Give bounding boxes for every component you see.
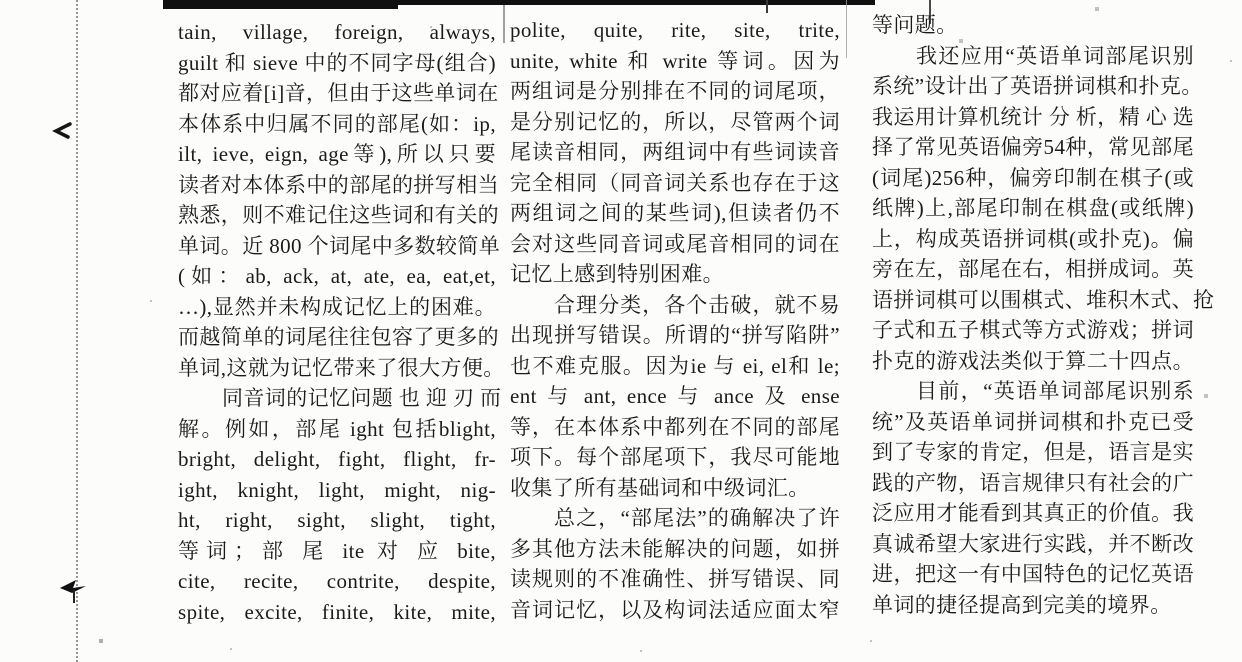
text-line: 单词。近 800 个词尾中多数较简单 xyxy=(178,233,501,258)
text-line: 两组词之间的某些词),但读者仍不 xyxy=(510,201,840,225)
text-line: 等，在本体系中都列在不同的部尾 xyxy=(510,414,840,439)
text-column-middle xyxy=(510,15,840,625)
text-line: 而越简单的词尾往往包容了更多的 xyxy=(178,325,499,349)
text-line: cite, recite, contrite, despite, xyxy=(178,569,496,593)
text-line: (如：ab, ack, at, ate, ea, eat,et, xyxy=(178,264,496,288)
text-line: 践的产物，语言规律只有社会的广 xyxy=(872,470,1194,495)
text-line: 音词记忆，以及构词法适应面太窄 xyxy=(510,597,840,622)
text-line: 语拼词棋可以围棋式、堆积木式、抢 xyxy=(872,287,1215,312)
text-line: ht, right, sight, slight, tight, xyxy=(178,508,496,532)
text-line: 真诚希望大家进行实践，并不断改 xyxy=(872,531,1194,556)
scan-crease xyxy=(503,5,505,43)
text-line: (词尾)256种，偏旁印制在棋子(或 xyxy=(872,165,1194,190)
edge-tick xyxy=(766,0,768,13)
text-line: ent 与 ant, ence 与 ance 及 ense xyxy=(510,384,840,408)
text-line: 扑克的游戏法类似于算二十四点。 xyxy=(872,348,1194,373)
text-line: 合理分类，各个击破，就不易 xyxy=(554,292,840,317)
text-line: 完全相同（同音词关系也存在于这 xyxy=(510,170,840,195)
text-line: …),显然并未构成记忆上的困难。 xyxy=(178,294,496,319)
text-line: 旁在左，部尾在右，相拼成词。英 xyxy=(872,257,1194,281)
text-line: bright, delight, fight, flight, fr- xyxy=(178,447,496,471)
text-line: 单词,这就为记忆带来了很大方便。 xyxy=(178,355,505,380)
text-line: 都对应着[i]音，但由于这些单词在 xyxy=(178,81,499,105)
text-line: ight, knight, light, might, nig- xyxy=(178,477,496,502)
text-line: 纸牌)上,部尾印制在棋盘(或纸牌) xyxy=(872,196,1194,220)
text-line: 目前，“英语单词部尾识别系 xyxy=(916,379,1194,403)
text-line: spite, excite, finite, kite, mite, xyxy=(178,599,496,624)
text-line: tain, village, foreign, always, xyxy=(178,20,496,44)
scan-noise-specks xyxy=(0,0,2,2)
text-line: 系统”设计出了英语拼词棋和扑克。 xyxy=(872,74,1203,98)
text-line: 多其他方法未能解决的问题，如拼 xyxy=(510,536,840,561)
text-line: 进，把这一有中国特色的记忆英语 xyxy=(872,562,1194,586)
text-line: 等词；部 尾 ite 对 应 bite, xyxy=(178,538,496,563)
top-rule-thick-end xyxy=(163,0,398,9)
text-line: 择了常见英语偏旁54种，常见部尾 xyxy=(872,135,1194,159)
text-line: ilt, ieve, eign, age等),所以只要 xyxy=(178,142,496,166)
text-line: 总之，“部尾法”的确解决了许 xyxy=(554,506,840,530)
text-line: 项下。每个部尾项下，我尽可能地 xyxy=(510,445,840,469)
text-line: 读规则的不准确性、拼写错误、同 xyxy=(510,567,840,591)
text-line: 上，构成英语拼词棋(或扑克)。偏 xyxy=(872,226,1194,251)
text-column-right xyxy=(872,10,1215,620)
check-squiggle-ink-mark xyxy=(48,122,74,142)
text-line: polite, quite, rite, site, trite, xyxy=(510,18,840,42)
text-column-left xyxy=(178,17,505,627)
left-arrow-ink-mark xyxy=(56,576,92,604)
text-line: 同音词的记忆问题 也 迎 刃 而 xyxy=(222,386,502,410)
text-line: 记忆上感到特别困难。 xyxy=(510,262,724,286)
text-line: 读者对本体系中的部尾的拼写相当 xyxy=(178,172,499,197)
text-line: 会对这些同音词或尾音相同的词在 xyxy=(510,231,840,256)
text-line: 出现拼写错误。所谓的“拼写陷阱” xyxy=(510,323,840,347)
text-line: 统”及英语单词拼词棋和扑克已受 xyxy=(872,409,1194,434)
text-line: 到了专家的肯定，但是，语言是实 xyxy=(872,440,1194,464)
text-line: unite, white 和 write 等词。因为 xyxy=(510,48,840,73)
text-line: 等问题。 xyxy=(872,13,958,37)
text-line: guilt 和 sieve 中的不同字母(组合) xyxy=(178,50,496,75)
text-line: 我还应用“英语单词部尾识别 xyxy=(916,43,1194,68)
text-line: 两组词是分别排在不同的词尾项， xyxy=(510,79,840,103)
text-line: 熟悉，则不难记住这些词和有关的 xyxy=(178,203,499,227)
binding-fold-line xyxy=(76,0,78,662)
scan-crease xyxy=(846,0,847,58)
text-line: 尾读音相同，两组词中有些词读音 xyxy=(510,140,840,164)
text-line: 解。例如，部尾 ight 包括blight, xyxy=(178,416,496,441)
text-line: 也不难克服。因为ie 与 ei, el和 le; xyxy=(510,353,840,378)
text-line: 收集了所有基础词和中级词汇。 xyxy=(510,475,810,500)
text-line: 单词的捷径提高到完美的境界。 xyxy=(872,592,1172,617)
text-line: 本体系中归属不同的部尾(如：ip, xyxy=(178,111,496,136)
text-line: 子式和五子棋式等方式游戏；拼词 xyxy=(872,318,1194,342)
text-line: 泛应用才能看到其真正的价值。我 xyxy=(872,501,1194,525)
text-line: 是分别记忆的，所以，尽管两个词 xyxy=(510,109,840,134)
text-line: 我运用计算机统计 分 析，精 心 选 xyxy=(872,104,1195,129)
